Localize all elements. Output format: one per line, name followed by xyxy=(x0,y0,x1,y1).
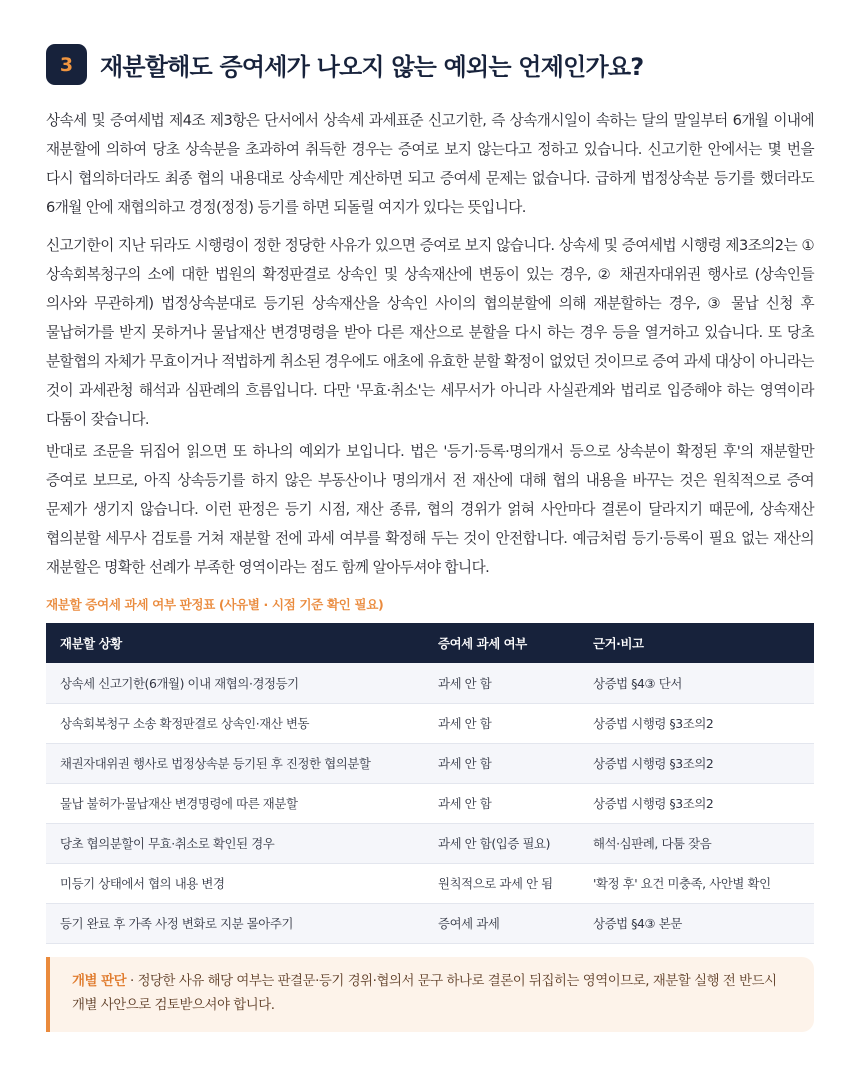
cell-basis: 상증법 시행령 §3조의2 xyxy=(579,703,814,743)
section-heading xyxy=(46,44,643,85)
cell-basis: 상증법 §4③ 본문 xyxy=(579,903,814,943)
cell-basis: 상증법 시행령 §3조의2 xyxy=(579,743,814,783)
cell-basis: '확정 후' 요건 미충족, 사안별 확인 xyxy=(579,863,814,903)
cell-taxation: 과세 안 함 xyxy=(424,743,579,783)
cell-taxation: 과세 안 함 xyxy=(424,703,579,743)
cell-basis: 해석·심판례, 다툼 잦음 xyxy=(579,823,814,863)
paragraph-1: 상속세 및 증여세법 제4조 제3항은 단서에서 상속세 과세표준 신고기한, 즉 상속개시일이 속하는 달의 말일부터 6개월 이내에 재분할에 의하여 당초 상속분을 초과하여 취득한 경우는 증여로 보지 않는다고 정하고 있습니다. 신고기한 안에서는 몇 번을 다시 협의하더라도 최종 협의 내용대로 상속세만 계산하면 되고 증여세 문제는 없습니다. 급하게 법정상속분 등기를 했더라도 6개월 안에 재협의하고 경정(정정) 등기를 하면 되돌릴 여지가 있다는 뜻입니다. xyxy=(46,112,814,216)
cell-taxation: 원칙적으로 과세 안 됨 xyxy=(424,863,579,903)
notice-text: · 정당한 사유 해당 여부는 판결문·등기 경위·협의서 문구 하나로 결론이 뒤집히는 영역이므로, 재분할 실행 전 반드시 개별 사안으로 검토받으셔야 합니다. xyxy=(72,974,777,1013)
cell-situation: 등기 완료 후 가족 사정 변화로 지분 몰아주기 xyxy=(46,903,424,943)
header-basis: 근거·비고 xyxy=(579,623,814,663)
paragraph-3: 반대로 조문을 뒤집어 읽으면 또 하나의 예외가 보입니다. 법은 '등기·등록·명의개서 등으로 상속분이 확정된 후'의 재분할만 증여로 보므로, 아직 상속등기를 하지 않은 부동산이나 명의개서 전 재산에 대해 협의 내용을 바꾸는 것은 원칙적으로 증여 문제가 생기지 않습니다. 이런 판정은 등기 시점, 재산 종류, 협의 경위가 얽혀 사안마다 결론이 달라지기 때문에, 상속재산 협의분할 세무사 검토를 거쳐 재분할 전에 과세 여부를 확정해 두는 것이 안전합니다. 예금처럼 등기·등록이 필요 없는 재산의 재분할은 명확한 선례가 부족한 영역이라는 점도 함께 알아두셔야 합니다. xyxy=(46,443,814,576)
header-situation: 재분할 상황 xyxy=(46,623,424,663)
cell-taxation: 증여세 과세 xyxy=(424,903,579,943)
paragraph-2: 신고기한이 지난 뒤라도 시행령이 정한 정당한 사유가 있으면 증여로 보지 않습니다. 상속세 및 증여세법 시행령 제3조의2는 ① 상속회복청구의 소에 대한 법원의 확정판결로 상속인 및 상속재산에 변동이 있는 경우, ② 채권자대위권 행사로 (상속인들 의사와 무관하게) 법정상속분대로 등기된 상속재산을 상속인 사이의 협의분할에 의해 재분할하는 경우, ③ 물납 신청 후 물납허가를 받지 못하거나 물납재산 변경명령을 받아 다른 재산으로 분할을 다시 하는 경우 등을 열거하고 있습니다. 또 당초 분할협의 자체가 무효이거나 적법하게 취소된 경우에도 애초에 유효한 분할 확정이 없었던 것이므로 증여 과세 대상이 아니라는 것이 과세관청 해석과 심판례의 흐름입니다. 다만 '무효·취소'는 세무서가 아니라 사실관계와 법리로 입증해야 하는 영역이라 다툼이 잦습니다. xyxy=(46,237,814,428)
table-row xyxy=(46,863,814,903)
table-row xyxy=(46,903,814,943)
cell-situation: 물납 불허가·물납재산 변경명령에 따른 재분할 xyxy=(46,783,424,823)
table-row xyxy=(46,663,814,703)
cell-situation: 상속세 신고기한(6개월) 이내 재협의·경정등기 xyxy=(46,663,424,703)
cell-taxation: 과세 안 함 xyxy=(424,663,579,703)
cell-basis: 상증법 §4③ 단서 xyxy=(579,663,814,703)
table-row xyxy=(46,783,814,823)
cell-basis: 상증법 시행령 §3조의2 xyxy=(579,783,814,823)
cell-situation: 미등기 상태에서 협의 내용 변경 xyxy=(46,863,424,903)
section-title: 재분할해도 증여세가 나오지 않는 예외는 언제인가요? xyxy=(100,53,644,81)
cell-situation: 채권자대위권 행사로 법정상속분 등기된 후 진정한 협의분할 xyxy=(46,743,424,783)
notice-box xyxy=(46,957,814,1032)
notice-label: 개별 판단 xyxy=(72,974,127,989)
header-taxation: 증여세 과세 여부 xyxy=(424,623,579,663)
section-number-badge: 3 xyxy=(46,44,87,85)
table-row xyxy=(46,823,814,863)
taxation-judgement-table xyxy=(46,623,814,944)
cell-taxation: 과세 안 함(입증 필요) xyxy=(424,823,579,863)
table-caption: 재분할 증여세 과세 여부 판정표 (사유별 · 시점 기준 확인 필요) xyxy=(46,597,384,612)
table-row xyxy=(46,703,814,743)
cell-situation: 당초 협의분할이 무효·취소로 확인된 경우 xyxy=(46,823,424,863)
table-row xyxy=(46,743,814,783)
cell-situation: 상속회복청구 소송 확정판결로 상속인·재산 변동 xyxy=(46,703,424,743)
table-header-row xyxy=(46,623,814,663)
cell-taxation: 과세 안 함 xyxy=(424,783,579,823)
